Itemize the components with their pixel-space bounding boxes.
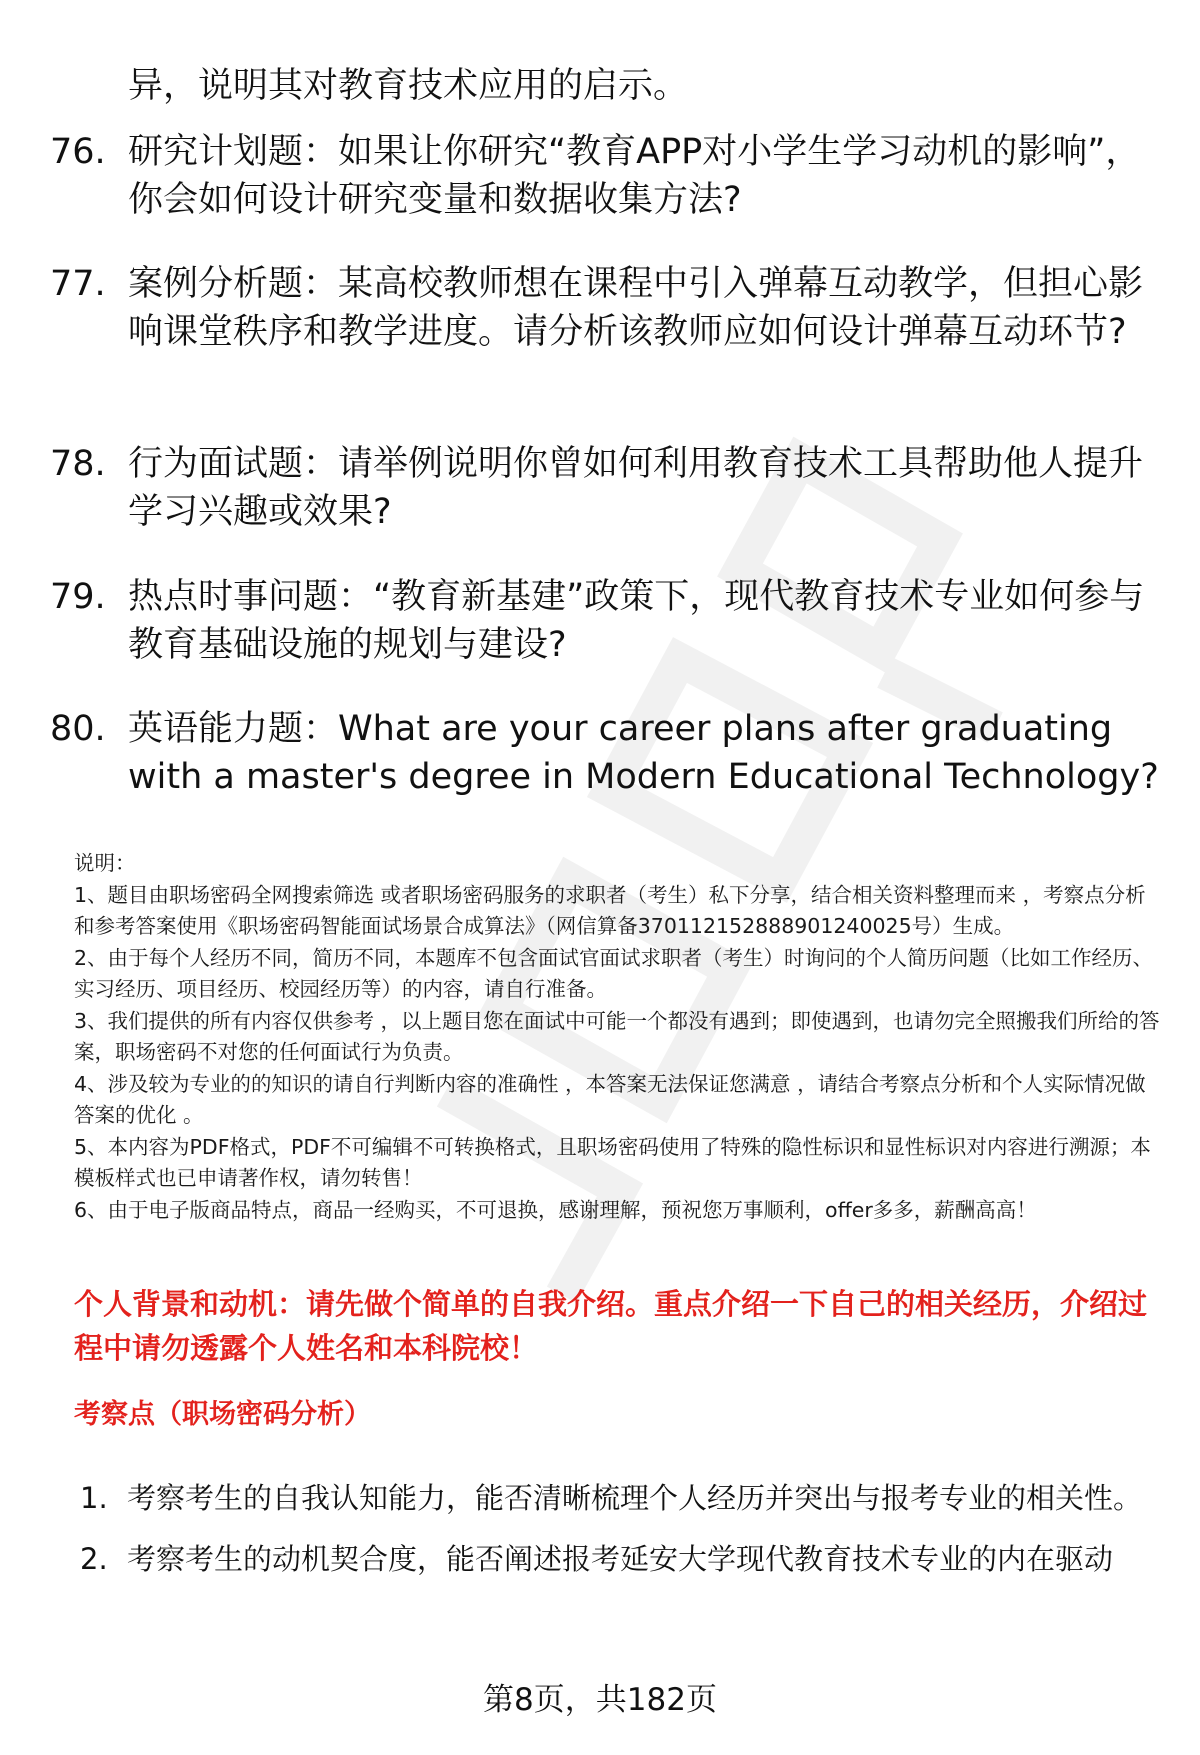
- question-text: 英语能力题：What are your career plans after graduating with a master's degree in Modern Educational Technology?: [128, 709, 1159, 797]
- note-item: 6、由于电子版商品特点，商品一经购买，不可退换，感谢理解，预祝您万事顺利，offer多多，薪酬高高！: [74, 1197, 1037, 1222]
- question-item: [50, 573, 1160, 669]
- analysis-list: [80, 1468, 1160, 1590]
- note-item: 3、我们提供的所有内容仅供参考 ，以上题目您在面试中可能一个都没有遇到；即使遇到，也请勿完全照搬我们所给的答案，职场密码不对您的任何面试行为负责。: [74, 1008, 1160, 1064]
- question-item: [50, 705, 1160, 801]
- analysis-point: [80, 1529, 1160, 1590]
- question-number: 77.: [50, 264, 106, 304]
- question-number: 76.: [50, 132, 106, 172]
- analysis-point-number: 2.: [80, 1542, 108, 1576]
- question-continuation: 异，说明其对教育技术应用的启示。: [128, 66, 689, 106]
- question-text: 案例分析题：某高校教师想在课程中引入弹幕互动教学，但担心影响课堂秩序和教学进度。请分析该教师应如何设计弹幕互动环节?: [128, 264, 1144, 352]
- note-item: 1、题目由职场密码全网搜索筛选 或者职场密码服务的求职者（考生）私下分享，结合相关资料整理而来 ，考察点分析和参考答案使用《职场密码智能面试场景合成算法》（网信算备370112152888901240025号）生成。: [74, 882, 1146, 938]
- note-item: 4、涉及较为专业的的知识的请自行判断内容的准确性 ，本答案无法保证您满意 ，请结合考察点分析和个人实际情况做答案的优化 。: [74, 1071, 1146, 1127]
- notes-section: [74, 848, 1164, 1226]
- analysis-point-text: 考察考生的自我认知能力，能否清晰梳理个人经历并突出与报考专业的相关性。: [127, 1481, 1143, 1515]
- note-item: 2、由于每个人经历不同，简历不同，本题库不包含面试官面试求职者（考生）时询问的个人简历问题（比如工作经历、实习经历、项目经历、校园经历等）的内容，请自行准备。: [74, 945, 1154, 1001]
- analysis-point-text: 考察考生的动机契合度，能否阐述报考延安大学现代教育技术专业的内在驱动: [127, 1542, 1114, 1576]
- analysis-point: [80, 1468, 1160, 1529]
- featured-question: 个人背景和动机：请先做个简单的自我介绍。重点介绍一下自己的相关经历，介绍过程中请勿透露个人姓名和本科院校！: [74, 1287, 1148, 1365]
- analysis-point-number: 1.: [80, 1481, 108, 1515]
- question-number: 79.: [50, 577, 106, 617]
- question-text: 热点时事问题：“教育新基建”政策下，现代教育技术专业如何参与教育基础设施的规划与建设?: [128, 577, 1145, 665]
- analysis-title: 考察点（职场密码分析）: [74, 1399, 371, 1430]
- question-number: 80.: [50, 709, 106, 749]
- question-item: [50, 260, 1160, 356]
- question-number: 78.: [50, 444, 106, 484]
- question-text: 研究计划题：如果让你研究“教育APP对小学生学习动机的影响”，你会如何设计研究变量和数据收集方法?: [128, 132, 1141, 220]
- question-item: [50, 128, 1160, 224]
- question-text: 行为面试题：请举例说明你曾如何利用教育技术工具帮助他人提升学习兴趣或效果?: [128, 444, 1144, 532]
- note-item: 5、本内容为PDF格式，PDF不可编辑不可转换格式，且职场密码使用了特殊的隐性标识和显性标识对内容进行溯源；本模板样式也已申请著作权，请勿转售！: [74, 1134, 1151, 1190]
- page-footer: 第8页，共182页: [483, 1682, 717, 1718]
- question-item: [50, 440, 1160, 536]
- notes-title: 说明：: [74, 851, 136, 875]
